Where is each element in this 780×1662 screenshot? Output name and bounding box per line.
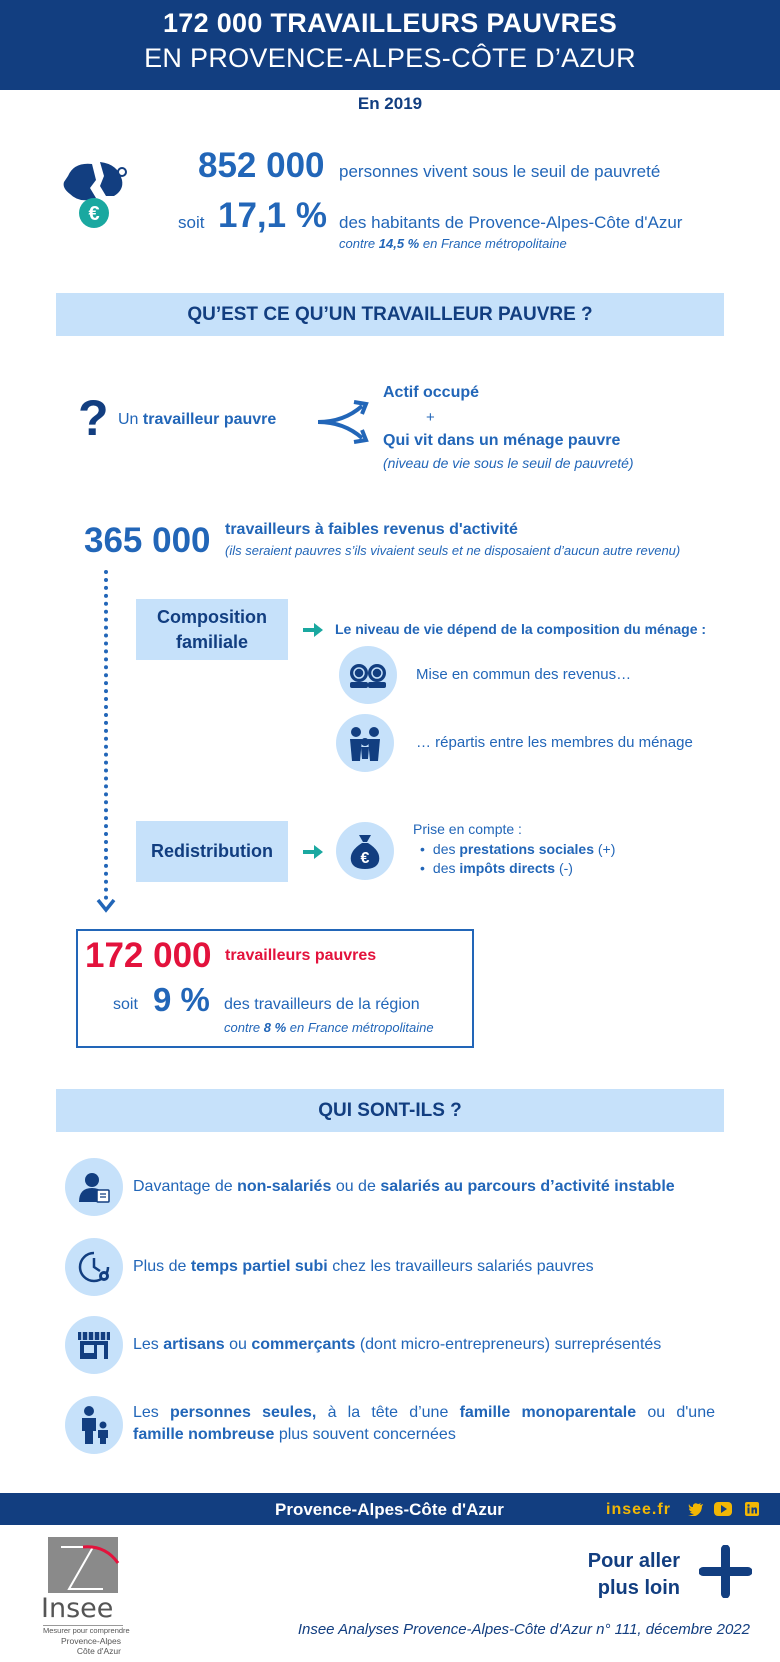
flow-arrow-head-icon — [96, 898, 116, 914]
poverty-soit: soit — [178, 213, 205, 232]
arrow-right-icon — [302, 621, 324, 639]
definition-label: Un travailleur pauvre — [118, 411, 277, 428]
condition-employed: Actif occupé — [383, 384, 480, 401]
redistribution-box: Redistribution — [136, 821, 288, 882]
insee-logo-name: Insee — [41, 1593, 114, 1624]
family-icon — [336, 714, 394, 772]
working-poor-comparison: contre 8 % en France métropolitaine — [224, 1020, 434, 1035]
low-income-note: (ils seraient pauvres s’ils vivaient seuls et ne disposaient d’aucun autre revenu) — [225, 543, 681, 558]
poverty-rate: 17,1 % — [218, 196, 327, 235]
publication-reference: Insee Analyses Provence-Alpes-Côte d'Azur n° 111, décembre 2022 — [297, 1621, 750, 1638]
poverty-rate-text: des habitants de Provence-Alpes-Côte d'Azur — [339, 213, 683, 232]
footer-region: Provence-Alpes-Côte d'Azur — [275, 1500, 504, 1519]
youtube-icon[interactable] — [714, 1502, 732, 1516]
fact-part-time: Plus de temps partiel subi chez les travailleurs salariés pauvres — [133, 1258, 594, 1275]
insee-logo-region2: Côte d'Azur — [76, 1646, 121, 1656]
working-poor-count: 172 000 — [85, 936, 212, 975]
working-poor-rate: 9 % — [153, 981, 210, 1018]
insee-logo — [41, 1537, 130, 1656]
section-title-definition: QU’EST CE QU’UN TRAVAILLEUR PAUVRE ? — [56, 293, 724, 336]
condition-poor-household: Qui vit dans un ménage pauvre — [383, 432, 621, 449]
worker-icon — [65, 1158, 123, 1216]
page-title-line1: 172 000 TRAVAILLEURS PAUVRES — [162, 8, 618, 38]
insee-logo-tagline: Mesurer pour comprendre — [43, 1626, 130, 1635]
fact-family-line1: Les personnes seules, à la tête d’une famille monoparentale ou d'une — [133, 1404, 715, 1421]
euro-symbol: € — [88, 203, 100, 225]
flow-dotted-line — [104, 570, 108, 900]
low-income-label: travailleurs à faibles revenus d'activité — [225, 521, 518, 538]
working-poor-label: travailleurs pauvres — [225, 947, 377, 964]
money-bag-icon — [336, 822, 394, 880]
insee-site-link[interactable]: insee.fr — [606, 1501, 671, 1518]
redistribution-item-taxes: • des impôts directs (-) — [420, 860, 573, 876]
composition-box: Composition familiale — [136, 599, 288, 660]
insee-logo-region1: Provence-Alpes — [60, 1636, 121, 1646]
linkedin-icon[interactable] — [745, 1502, 759, 1516]
fact-artisans: Les artisans ou commerçants (dont micro-entrepreneurs) surreprésentés — [133, 1336, 662, 1353]
part-time-clock-icon — [65, 1238, 123, 1296]
single-parent-icon — [65, 1396, 123, 1454]
twitter-icon[interactable] — [688, 1502, 704, 1516]
fact-non-salaried: Davantage de non-salariés ou de salariés au parcours d’activité instable — [133, 1178, 675, 1195]
low-income-count: 365 000 — [84, 521, 211, 560]
working-poor-rate-text: des travailleurs de la région — [224, 996, 420, 1013]
poverty-comparison: contre 14,5 % en France métropolitaine — [339, 236, 567, 251]
taken-into-account: Prise en compte : — [413, 821, 522, 837]
poverty-count: 852 000 — [198, 146, 325, 185]
money-bag-euro: € — [360, 850, 370, 867]
arrow-right-icon — [302, 843, 324, 861]
page-title-line2: EN PROVENCE-ALPES-CÔTE D’AZUR — [144, 43, 636, 73]
fact-family-line2: famille nombreuse plus souvent concernées — [133, 1426, 456, 1443]
insee-logo-graphic — [43, 1537, 121, 1593]
condition-note: (niveau de vie sous le seuil de pauvreté) — [383, 455, 634, 471]
shop-icon — [65, 1316, 123, 1374]
page-header — [0, 0, 780, 90]
condition-plus: + — [426, 409, 435, 426]
redistribution-item-benefits: • des prestations sociales (+) — [420, 841, 616, 857]
coins-icon — [339, 646, 397, 704]
fork-arrow-icon — [314, 398, 374, 446]
year-label: En 2019 — [357, 94, 423, 113]
shared-text: … répartis entre les membres du ménage — [416, 734, 693, 751]
plus-icon[interactable] — [699, 1545, 752, 1598]
result-soit: soit — [113, 996, 138, 1013]
broken-piggy-bank-icon — [60, 158, 130, 230]
section-title-who: QUI SONT-ILS ? — [56, 1089, 724, 1132]
more-info-link[interactable]: Pour aller plus loin — [587, 1550, 680, 1599]
composition-text: Le niveau de vie dépend de la composition du ménage : — [335, 621, 707, 637]
poverty-count-text: personnes vivent sous le seuil de pauvreté — [339, 162, 661, 181]
question-mark-icon: ? — [78, 390, 109, 446]
pooling-text: Mise en commun des revenus… — [416, 666, 632, 683]
